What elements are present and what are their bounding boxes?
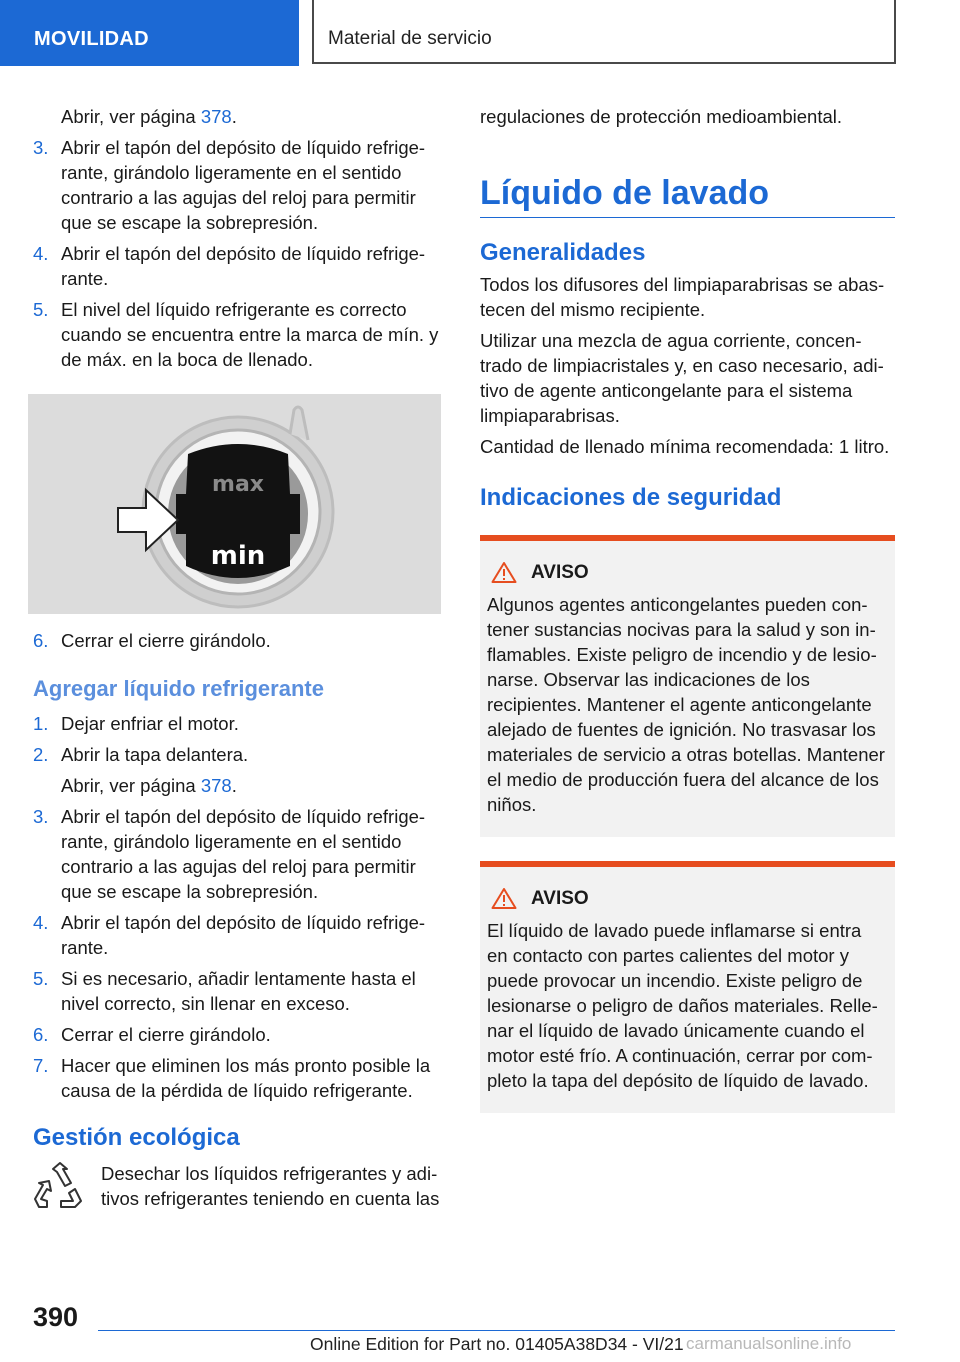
section-tab: MOVILIDAD [0, 0, 299, 66]
chapter-title: Material de servicio [312, 0, 896, 64]
warning-text: Algunos agentes anticongelantes pueden contener sustancias nocivas para la salud y son inflamables. Existe peligro de incendio y de lesionarse. Observar las indicaciones de los recipientes. Mantener el agente anticongelante alejado de fuentes de ignición. No trasvasar los materiales de servicio a otras botellas. Mantener el medio de producción fuera del alcance de los niños. [487, 594, 885, 815]
list-item: 2. Abrir la tapa delantera. [33, 744, 249, 765]
list-subtext: Abrir, ver página 378. [61, 775, 237, 796]
warning-title: AVISO [531, 887, 589, 909]
watermark: carmanualsonline.info [686, 1334, 852, 1353]
warning-box [480, 861, 895, 1113]
warning-box [480, 535, 895, 837]
page-header [0, 0, 960, 66]
list-number: 3. [33, 806, 49, 827]
coolant-reservoir-illustration [28, 394, 441, 614]
list-number: 4. [33, 912, 49, 933]
warning-title: AVISO [531, 561, 589, 583]
eco-heading: Gestión ecológica [33, 1124, 240, 1151]
list-number: 6. [33, 1024, 49, 1045]
eco-block [33, 1161, 445, 1217]
right-column [480, 104, 895, 1127]
page-link[interactable]: 378 [200, 775, 232, 796]
list-number: 3. [33, 137, 49, 158]
general-paragraph: Todos los difusores del limpiaparabrisas se abastecen del mismo recipiente. [480, 274, 885, 320]
list-item: 1. Dejar enfriar el motor. [33, 713, 239, 734]
general-heading: Generalidades [480, 239, 646, 266]
list-number: 5. [33, 968, 49, 989]
page-number: 390 [33, 1302, 79, 1332]
list-item: 5. El nivel del líquido refrigerante es correcto cuando se encuentra entre la marca de mín. y de máx. en la boca de llenado. [33, 299, 439, 370]
page-link[interactable]: 378 [200, 106, 232, 127]
recycle-icon [33, 1161, 87, 1215]
general-paragraph: Cantidad de llenado mínima recomendada: 1 litro. [480, 436, 890, 457]
list-number: 4. [33, 243, 49, 264]
max-mark: max [212, 472, 264, 497]
list-number: 6. [33, 630, 49, 651]
min-mark: min [210, 541, 266, 571]
list-item: 3. Abrir el tapón del depósito de líquido refrigerante, girándolo ligeramente en el sentido contrario a las agujas del reloj para permitir que se escape la sobrepresión. [33, 806, 426, 902]
continued-text: regulaciones de protección medioambiental. [480, 106, 842, 127]
warning-triangle-icon [491, 561, 517, 584]
list-number: 5. [33, 299, 49, 320]
footer-divider [98, 1330, 895, 1331]
add-coolant-heading: Agregar líquido refrigerante [33, 676, 324, 701]
coolant-cap-figure [28, 394, 441, 614]
list-number: 1. [33, 713, 49, 734]
left-column [33, 104, 445, 1217]
list-item: 4. Abrir el tapón del depósito de líquido refrigerante. [33, 912, 426, 958]
warning-text: El líquido de lavado puede inflamarse si entra en contacto con partes calientes del motor y puede provocar un incendio. Existe peligro de lesionarse o peligro de daños materiales. Rellenar el líquido de lavado únicamente cuando el motor esté frío. A continuación, cerrar por completo la tapa del depósito de líquido de lavado. [487, 920, 878, 1091]
list-item: 6. Cerrar el cierre girándolo. [33, 1024, 271, 1045]
list-number: 7. [33, 1055, 49, 1076]
general-paragraph: Utilizar una mezcla de agua corriente, concentrado de limpiacristales y, en caso necesario, aditivo de agente anticongelante para el sistema limpiaparabrisas. [480, 330, 884, 426]
list-item: 7. Hacer que eliminen los más pronto posible la causa de la pérdida de líquido refrigerante. [33, 1055, 431, 1101]
safety-heading: Indicaciones de seguridad [480, 484, 782, 511]
warning-triangle-icon [491, 887, 517, 910]
list-subtext: Abrir, ver página 378. [61, 106, 237, 127]
eco-text: Desechar los líquidos refrigerantes y aditivos refrigerantes teniendo en cuenta las [101, 1163, 440, 1209]
list-item: 4. Abrir el tapón del depósito de líquido refrigerante. [33, 243, 426, 289]
edition-text: Online Edition for Part no. 01405A38D34 - VI/21 [310, 1334, 684, 1354]
section-title: Líquido de lavado [480, 173, 895, 218]
list-item: 6. Cerrar el cierre girándolo. [33, 630, 271, 651]
list-number: 2. [33, 744, 49, 765]
list-item: 3. Abrir el tapón del depósito de líquido refrigerante, girándolo ligeramente en el sentido contrario a las agujas del reloj para permitir que se escape la sobrepresión. [33, 137, 426, 233]
list-item: 5. Si es necesario, añadir lentamente hasta el nivel correcto, sin llenar en exceso. [33, 968, 416, 1014]
